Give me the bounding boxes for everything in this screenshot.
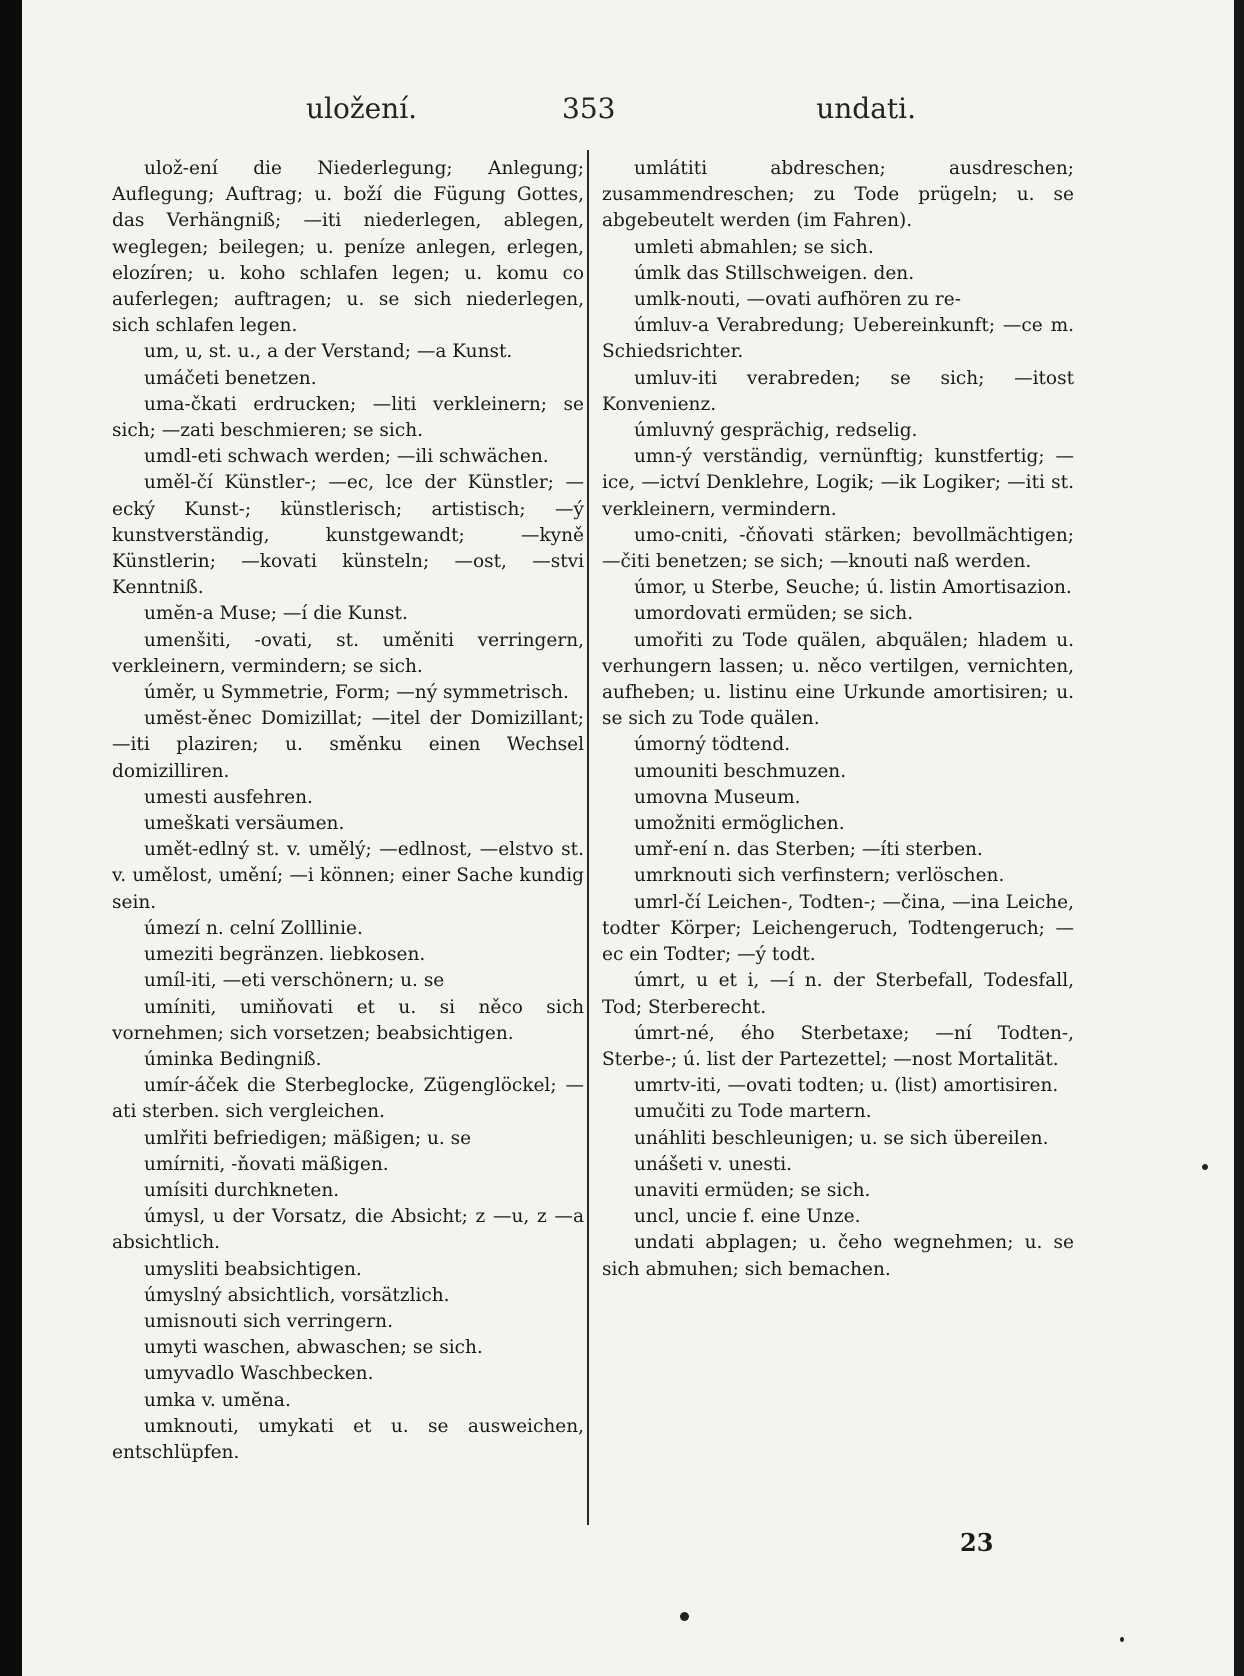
dictionary-entry: umĕn-a Muse; —í die Kunst.	[144, 603, 408, 625]
dictionary-entry: uma-čkati erdrucken; —liti verkleinern; se sich; —zati beschmieren; se sich.	[112, 393, 584, 442]
dictionary-entry: umět-edlný st. v. umělý; —edlnost, —elstvo st. v. umělost, umění; —i können; einer Sache kundig sein.	[112, 839, 584, 913]
dictionary-entry: umíl-iti, —eti verschönern; u. se	[144, 970, 445, 992]
dictionary-entry: úmorný tödtend.	[634, 734, 791, 756]
dictionary-entry: úmrt-né, ého Sterbetaxe; —ní Todten-, Sterbe-; ú. list der Partezettel; —nost Mortalität.	[602, 1022, 1074, 1070]
dictionary-entry: umeziti begränzen. liebkosen.	[144, 944, 426, 966]
dictionary-entry: úmrt, u et i, —í n. der Sterbefall, Todesfall, Tod; Sterberecht.	[602, 970, 1074, 1018]
dictionary-entry: umrtv-iti, —ovati todten; u. (list) amortisiren.	[634, 1075, 1059, 1097]
dictionary-entry: úmlk das Stillschweigen. den.	[634, 262, 915, 284]
ink-speck	[1120, 1637, 1124, 1642]
header-catchword-right: undati.	[816, 92, 916, 125]
dictionary-entry: úmezí n. celní Zolllinie.	[144, 917, 363, 939]
dictionary-entry: uměl-čí Künstler-; —ec, lce der Künstler; —ecký Kunst-; künstlerisch; artistisch; —ý kunstverständig, kunstgewandt; —kyně Künstlerin; —kovati künsteln; —ost, —stvi Kenntniß.	[112, 472, 584, 599]
dictionary-entry: umlátiti abdreschen; ausdreschen; zusammendreschen; zu Tode prügeln; u. se abgebeutelt werden (im Fahren).	[602, 158, 1074, 232]
dictionary-entry: unaviti ermüden; se sich.	[634, 1179, 871, 1201]
dictionary-entry: umlk-nouti, —ovati aufhören zu re-	[634, 289, 961, 311]
dictionary-entry: umořiti zu Tode quälen, abquälen; hladem u. verhungern lassen; u. něco vertilgen, vernichten, aufheben; u. listinu eine Urkunde amortisiren; u. se sich zu Tode quälen.	[602, 629, 1074, 730]
dictionary-entry: úminka Bedingniß.	[144, 1048, 322, 1070]
dictionary-entry: umíniti, umiňovati et u. si něco sich vornehmen; sich vorsetzen; beabsichtigen.	[112, 996, 584, 1044]
dictionary-entry: umka v. umĕna.	[144, 1389, 291, 1411]
ink-speck	[1202, 1164, 1208, 1170]
dictionary-entry: umenšiti, -ovati, st. uměniti verringern, verkleinern, vermindern; se sich.	[112, 629, 584, 677]
dictionary-entry: umeškati versäumen.	[144, 813, 345, 835]
dictionary-entry: umovna Museum.	[634, 786, 801, 808]
header-catchword-left: uložení.	[306, 92, 418, 125]
scan-border-right	[1234, 0, 1244, 1676]
dictionary-entry: umdl-eti schwach werden; —ili schwächen.	[144, 446, 549, 468]
dictionary-entry: ulož-ení die Niederlegung; Anlegung; Auflegung; Auftrag; u. boží die Fügung Gottes, das Verhängniß; —iti niederlegen, ablegen, weglegen; beilegen; u. peníze anlegen, erlegen, elozíren; u. koho schlafen legen; u. komu co auferlegen; auftragen; u. se sich niederlegen, sich schlafen legen.	[112, 158, 584, 337]
dictionary-entry: umordovati ermüden; se sich.	[634, 603, 914, 625]
scan-border-left	[0, 0, 22, 1676]
dictionary-entry: umrl-čí Leichen-, Todten-; —čina, —ina Leiche, todter Körper; Leichengeruch, Todtengeruch; —ec ein Todter; —ý todt.	[602, 891, 1074, 966]
dictionary-entry: umísiti durchkneten.	[144, 1179, 340, 1201]
dictionary-entry: úmluvný gesprächig, redselig.	[634, 420, 918, 442]
dictionary-entry: umknouti, umykati et u. se ausweichen, entschlüpfen.	[112, 1415, 584, 1463]
dictionary-entry: umlřiti befriedigen; mäßigen; u. se	[144, 1127, 472, 1149]
dictionary-entry: umř-ení n. das Sterben; —íti sterben.	[634, 839, 983, 861]
dictionary-entry: umyvadlo Waschbecken.	[144, 1363, 374, 1385]
signature-mark: 23	[960, 1528, 994, 1557]
dictionary-entry: umo-cniti, -čňovati stärken; bevollmächtigen; —čiti benetzen; se sich; —knouti naß werden.	[602, 524, 1074, 573]
dictionary-entry: umisnouti sich verringern.	[144, 1310, 393, 1332]
dictionary-entry: umír-áček die Sterbeglocke, Zügenglöckel; —ati sterben. sich vergleichen.	[112, 1075, 584, 1123]
running-head	[306, 92, 916, 136]
dictionary-entry: úmluv-a Verabredung; Uebereinkunft; —ce m. Schiedsrichter.	[602, 315, 1074, 363]
dictionary-entry: umrknouti sich verfinstern; verlöschen.	[634, 865, 1005, 887]
ink-speck	[680, 1612, 689, 1621]
dictionary-entry: umyti waschen, abwaschen; se sich.	[144, 1337, 483, 1359]
dictionary-entry: unášeti v. unesti.	[634, 1153, 793, 1175]
dictionary-entry: umouniti beschmuzen.	[634, 760, 847, 782]
dictionary-entry: undati abplagen; u. čeho wegnehmen; u. se sich abmuhen; sich bemachen.	[602, 1232, 1074, 1280]
dictionary-entry: umučiti zu Tode martern.	[634, 1101, 872, 1123]
left-column	[112, 156, 584, 1466]
dictionary-entry: umĕst-ěnec Domizillat; —itel der Domizillant; —iti plaziren; u. směnku einen Wechsel domizilliren.	[112, 708, 584, 782]
dictionary-entry: uncl, uncie f. eine Unze.	[634, 1206, 861, 1228]
dictionary-entry: úmysl, u der Vorsatz, die Absicht; z —u, z —a absichtlich.	[112, 1206, 584, 1254]
dictionary-entry: umn-ý verständig, vernünftig; kunstfertig; —ice, —ictví Denklehre, Logik; —ik Logiker; —iti st. verkleinern, vermindern.	[602, 446, 1074, 520]
dictionary-entry: unáhliti beschleunigen; u. se sich übereilen.	[634, 1127, 1049, 1149]
dictionary-entry: umožniti ermöglichen.	[634, 813, 845, 835]
dictionary-entry: umírniti, -ňovati mäßigen.	[144, 1153, 389, 1175]
dictionary-entry: umesti ausfehren.	[144, 786, 313, 808]
dictionary-entry: úmor, u Sterbe, Seuche; ú. listin Amortisazion.	[634, 577, 1072, 599]
dictionary-entry: úměr, u Symmetrie, Form; —ný symmetrisch.	[144, 682, 569, 704]
dictionary-entry: um, u, st. u., a der Verstand; —a Kunst.	[144, 341, 513, 363]
dictionary-entry: umáčeti benetzen.	[144, 367, 317, 389]
column-divider	[587, 150, 589, 1525]
page-number: 353	[562, 92, 616, 125]
dictionary-entry: umysliti beabsichtigen.	[144, 1258, 362, 1280]
dictionary-entry: umluv-iti verabreden; se sich; —itost Konvenienz.	[602, 367, 1074, 415]
dictionary-entry: úmyslný absichtlich, vorsätzlich.	[144, 1284, 450, 1306]
right-column	[602, 156, 1074, 1283]
dictionary-entry: umleti abmahlen; se sich.	[634, 236, 874, 258]
